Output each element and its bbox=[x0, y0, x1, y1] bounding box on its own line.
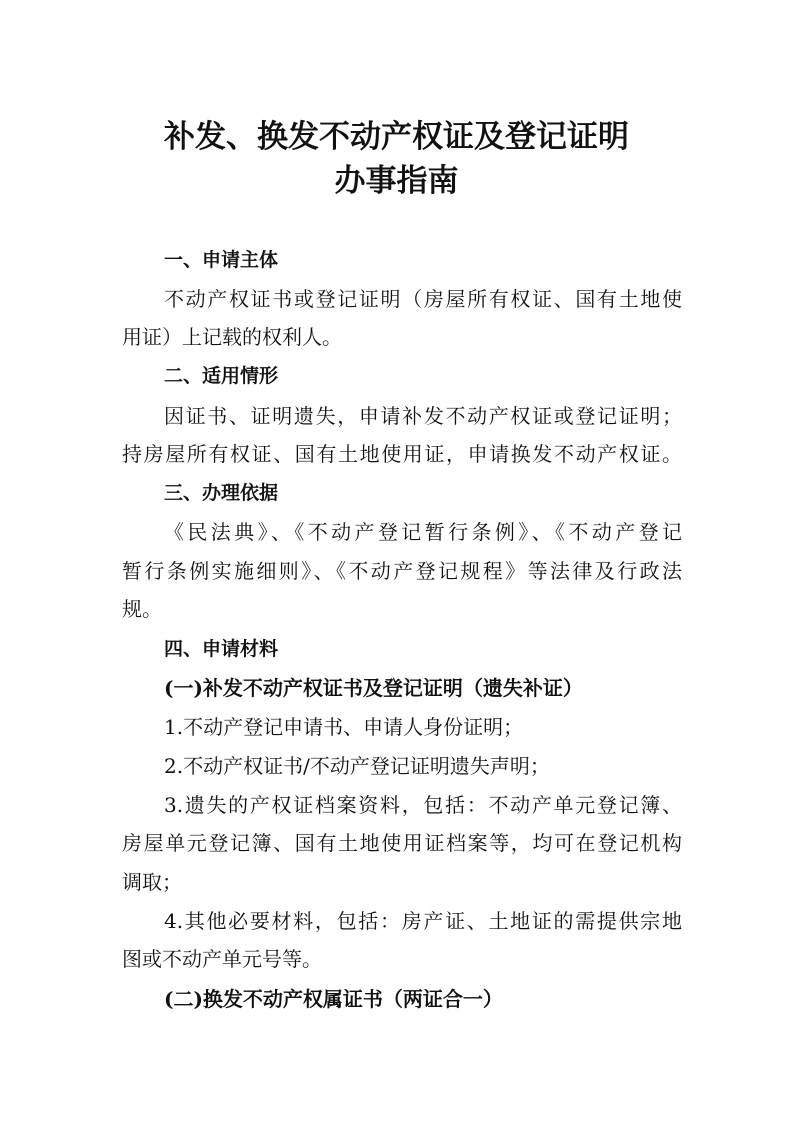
paragraph-line: 因证书、证明遗失，申请补发不动产权证或登记证明； bbox=[164, 404, 682, 428]
paragraph-line: 持房屋所有权证、国有土地使用证，申请换发不动产权证。 bbox=[122, 442, 682, 466]
subsection-heading-reissue: (一)补发不动产权证书及登记证明（遗失补证） bbox=[164, 676, 583, 700]
paragraph-line: 暂行条例实施细则》、《不动产登记规程》等法律及行政法 bbox=[122, 559, 682, 583]
section-heading-materials: 四、申请材料 bbox=[164, 638, 279, 660]
list-item-continued: 图或不动产单元号等。 bbox=[122, 947, 322, 971]
paragraph-line: 用证）上记载的权利人。 bbox=[122, 325, 342, 349]
paragraph-line: 《民法典》、《不动产登记暂行条例》、《不动产登记 bbox=[164, 520, 682, 544]
list-item-continued: 调取； bbox=[122, 870, 182, 894]
section-heading-scope: 二、适用情形 bbox=[164, 365, 279, 387]
list-item: 3.遗失的产权证档案资料，包括：不动产单元登记簿、 bbox=[164, 793, 682, 817]
list-item: 4.其他必要材料，包括：房产证、土地证的需提供宗地 bbox=[164, 909, 682, 933]
section-heading-applicant: 一、申请主体 bbox=[164, 249, 279, 271]
document-title-line1: 补发、换发不动产权证及登记证明 bbox=[164, 119, 629, 155]
section-heading-basis: 三、办理依据 bbox=[164, 482, 279, 504]
paragraph-line: 不动产权证书或登记证明（房屋所有权证、国有土地使 bbox=[164, 287, 682, 311]
list-item: 2.不动产权证书/不动产登记证明遗失声明； bbox=[164, 754, 550, 778]
document-title-line2: 办事指南 bbox=[334, 163, 459, 199]
subsection-heading-replace: (二)换发不动产权属证书（两证合一） bbox=[164, 987, 503, 1011]
list-item: 1.不动产登记申请书、申请人身份证明； bbox=[164, 715, 524, 739]
list-item-continued: 房屋单元登记簿、国有土地使用证档案等，均可在登记机构 bbox=[122, 831, 682, 855]
paragraph-line: 规。 bbox=[122, 597, 162, 621]
